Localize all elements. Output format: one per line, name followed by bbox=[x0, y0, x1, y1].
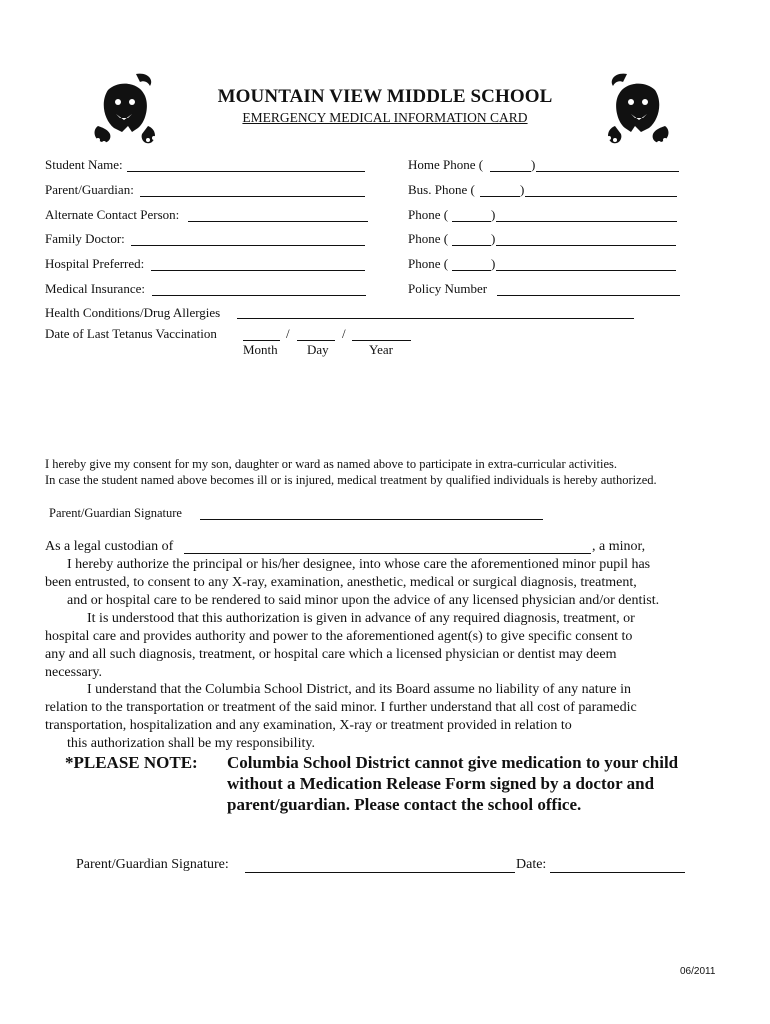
alternate-contact-field[interactable] bbox=[188, 221, 368, 222]
consent-line-1: I hereby give my consent for my son, daughter or ward as named above to participate in extra-curricular activities. bbox=[45, 457, 618, 471]
home-phone-paren: ) bbox=[531, 157, 536, 172]
date-field[interactable] bbox=[550, 872, 685, 873]
alt-phone-number-field[interactable] bbox=[496, 221, 677, 222]
legal-line-7: necessary. bbox=[45, 665, 103, 680]
student-name-label: Student Name: bbox=[45, 157, 123, 172]
custodian-prefix: As a legal custodian of bbox=[45, 539, 174, 554]
hospital-phone-number-field[interactable] bbox=[496, 270, 676, 271]
footer-signature-field[interactable] bbox=[245, 872, 515, 873]
tetanus-date-label: Date of Last Tetanus Vaccination bbox=[45, 326, 217, 341]
legal-line-9: relation to the transportation or treatment of the said minor. I further understand that all cost of paramedic bbox=[45, 700, 637, 715]
minor-name-field[interactable] bbox=[184, 553, 591, 554]
bus-phone-area-field[interactable] bbox=[480, 196, 520, 197]
parent-guardian-label: Parent/Guardian: bbox=[45, 182, 134, 197]
hospital-phone-area-field[interactable] bbox=[452, 270, 491, 271]
home-phone-area-field[interactable] bbox=[490, 171, 531, 172]
footer-signature-label: Parent/Guardian Signature: bbox=[76, 857, 229, 872]
page-subtitle: EMERGENCY MEDICAL INFORMATION CARD bbox=[242, 110, 528, 125]
policy-number-label: Policy Number bbox=[408, 281, 488, 296]
doctor-phone-area-field[interactable] bbox=[452, 245, 491, 246]
legal-line-1: I hereby authorize the principal or his/her designee, into whose care the aforementioned minor pupil has bbox=[67, 557, 651, 572]
legal-line-10: transportation, hospitalization and any examination, X-ray or treatment provided in relation to bbox=[45, 718, 572, 733]
alternate-contact-label: Alternate Contact Person: bbox=[45, 207, 180, 222]
revision-date: 06/2011 bbox=[680, 966, 716, 977]
home-phone-label: Home Phone ( bbox=[408, 157, 484, 172]
medical-insurance-label: Medical Insurance: bbox=[45, 281, 145, 296]
year-label: Year bbox=[369, 342, 393, 357]
legal-line-6: any and all such diagnosis, treatment, or hospital care which a licensed physician or dentist may deem bbox=[45, 647, 617, 662]
alt-phone-label: Phone ( bbox=[408, 207, 449, 222]
custodian-suffix: , a minor, bbox=[592, 539, 646, 554]
legal-line-8: I understand that the Columbia School District, and its Board assume no liability of any nature in bbox=[87, 682, 631, 697]
health-conditions-field[interactable] bbox=[237, 318, 634, 319]
parent-guardian-field[interactable] bbox=[140, 196, 365, 197]
doctor-phone-label: Phone ( bbox=[408, 231, 449, 246]
legal-line-5: hospital care and provides authority and power to the aforementioned agent(s) to give specific consent to bbox=[45, 629, 633, 644]
note-line-3: parent/guardian. Please contact the school office. bbox=[227, 795, 582, 814]
note-line-1: Columbia School District cannot give medication to your child bbox=[227, 753, 679, 772]
medical-insurance-field[interactable] bbox=[152, 295, 366, 296]
family-doctor-field[interactable] bbox=[131, 245, 365, 246]
note-line-2: without a Medication Release Form signed by a doctor and bbox=[227, 774, 655, 793]
legal-line-4: It is understood that this authorization is given in advance of any required diagnosis, treatment, or bbox=[87, 611, 635, 626]
legal-line-2: been entrusted, to consent to any X-ray, examination, anesthetic, medical or surgical diagnosis, treatment, bbox=[45, 575, 637, 590]
tetanus-slash-2: / bbox=[342, 326, 346, 341]
policy-number-field[interactable] bbox=[497, 295, 680, 296]
bus-phone-paren: ) bbox=[520, 182, 525, 197]
bus-phone-label: Bus. Phone ( bbox=[408, 182, 475, 197]
home-phone-number-field[interactable] bbox=[536, 171, 679, 172]
hospital-preferred-field[interactable] bbox=[151, 270, 365, 271]
family-doctor-label: Family Doctor: bbox=[45, 231, 125, 246]
month-label: Month bbox=[243, 342, 278, 357]
date-label: Date: bbox=[516, 857, 547, 872]
day-label: Day bbox=[307, 342, 329, 357]
student-name-field[interactable] bbox=[127, 171, 365, 172]
consent-signature-label: Parent/Guardian Signature bbox=[49, 506, 182, 520]
legal-line-3: and or hospital care to be rendered to said minor upon the advice of any licensed physician and/or dentist. bbox=[67, 593, 660, 608]
consent-line-2: In case the student named above becomes ill or is injured, medical treatment by qualified individuals is hereby authorized. bbox=[45, 473, 657, 487]
tetanus-year-field[interactable] bbox=[352, 340, 411, 341]
hospital-preferred-label: Hospital Preferred: bbox=[45, 256, 145, 271]
tetanus-slash-1: / bbox=[286, 326, 290, 341]
please-note-label: *PLEASE NOTE: bbox=[65, 753, 198, 772]
hospital-phone-label: Phone ( bbox=[408, 256, 449, 271]
legal-line-11: this authorization shall be my responsibility. bbox=[67, 736, 315, 751]
alt-phone-paren: ) bbox=[491, 207, 496, 222]
tetanus-month-field[interactable] bbox=[243, 340, 280, 341]
alt-phone-area-field[interactable] bbox=[452, 221, 491, 222]
doctor-phone-number-field[interactable] bbox=[496, 245, 676, 246]
tetanus-day-field[interactable] bbox=[297, 340, 335, 341]
health-conditions-label: Health Conditions/Drug Allergies bbox=[45, 305, 221, 320]
page-title: MOUNTAIN VIEW MIDDLE SCHOOL bbox=[217, 86, 553, 107]
doctor-phone-paren: ) bbox=[491, 231, 496, 246]
bus-phone-number-field[interactable] bbox=[525, 196, 677, 197]
consent-signature-field[interactable] bbox=[200, 519, 543, 520]
hospital-phone-paren: ) bbox=[491, 256, 496, 271]
